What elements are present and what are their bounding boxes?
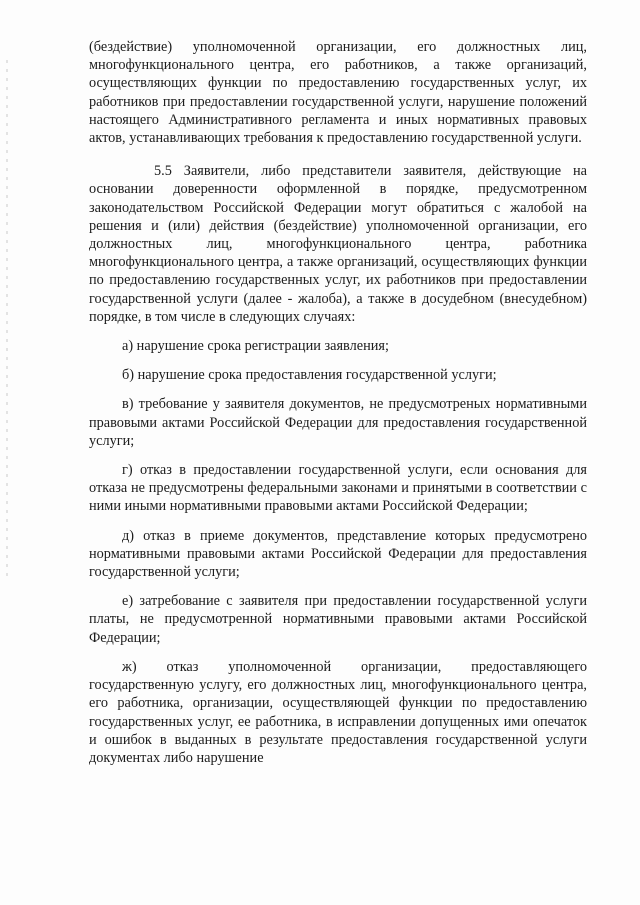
list-item-g: г) отказ в предоставлении государственной услуги, если основания для отказа не предусмотрены федеральными законами и принятыми в соответствии с ними иными нормативными правовыми актами Российской Федерации;	[89, 462, 587, 515]
paragraph-continuation: (бездействие) уполномоченной организации, его должностных лиц, многофункционального центра, его работников, а также организаций, осуществляющих функции по предоставлению государственных услуг, их работников при предоставлении государственной услуги, нарушение положений настоящего Административного регламента и иных нормативных правовых актов, устанавливающих требования к предоставлению государственной услуги.	[89, 39, 587, 147]
scan-margin-artifact	[6, 60, 8, 580]
list-item-e: е) затребование с заявителя при предоставлении государственной услуги платы, не предусмотренной нормативными правовыми актами Российской Федерации;	[89, 593, 587, 646]
list-item-d: д) отказ в приеме документов, представление которых предусмотрено нормативными правовыми актами Российской Федерации для предоставления государственной услуги;	[89, 527, 587, 581]
document-body	[89, 38, 587, 767]
list-item-a: а) нарушение срока регистрации заявления;	[122, 338, 389, 355]
list-item-v: в) требование у заявителя документов, не предусмотреных нормативными правовыми актами Российской Федерации для предоставления государственной услуги;	[89, 396, 587, 449]
list-item-zh: ж) отказ уполномоченной организации, предоставляющего государственную услугу, его должностных лиц, многофункционального центра, его работника, организации, осуществляющей функции по предоставлению государственных услуг, ее работника, в исправлении допущенных ими опечаток и ошибок в выданных в результате предоставления государственной услуги документах либо нарушение	[89, 658, 587, 766]
paragraph-section-5-5: 5.5 Заявители, либо представители заявителя, действующие на основании доверенности оформленной в порядке, предусмотренном законодательством Российской Федерации могут обратиться с жалобой на решения и (или) действия (бездействие) уполномоченной организации, его должностных лиц, многофункционального центра, работника многофункционального центра, а также организаций, осуществляющих функции по предоставлению государственных услуг, их работников при предоставлении государственной услуги (далее - жалоба), а также в досудебном (внесудебном) порядке, в том числе в следующих случаях:	[89, 163, 587, 325]
list-item-b: б) нарушение срока предоставления государственной услуги;	[122, 367, 497, 384]
